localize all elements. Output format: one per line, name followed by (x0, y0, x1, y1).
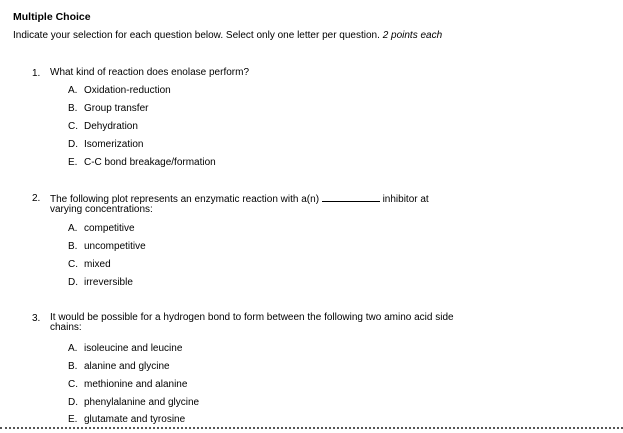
question-text (50, 193, 460, 215)
option-text: phenylalanine and glycine (84, 397, 200, 408)
option-letter: A. (68, 223, 78, 234)
option-b[interactable] (68, 241, 146, 252)
option-letter: D. (68, 277, 78, 288)
option-d[interactable] (68, 397, 199, 408)
option-d[interactable] (68, 277, 133, 288)
question-text: What kind of reaction does enolase perform? (50, 67, 249, 78)
option-text: competitive (84, 223, 135, 234)
question-number: 1. (32, 68, 41, 79)
option-b[interactable] (68, 103, 148, 114)
option-text: glutamate and tyrosine (84, 414, 186, 425)
instructions (13, 30, 442, 41)
option-b[interactable] (68, 361, 170, 372)
option-text: mixed (84, 259, 111, 270)
option-c[interactable] (68, 379, 187, 390)
option-letter: B. (68, 103, 78, 114)
points-note: 2 points each (382, 30, 443, 41)
option-a[interactable] (68, 85, 171, 96)
page-break-divider (0, 427, 623, 429)
option-text: Dehydration (84, 121, 138, 132)
instructions-text: Indicate your selection for each question below. Select only one letter per question. (13, 30, 380, 41)
option-letter: D. (68, 139, 78, 150)
option-letter: A. (68, 343, 78, 354)
option-a[interactable] (68, 223, 135, 234)
option-letter: E. (68, 157, 78, 168)
option-letter: B. (68, 361, 78, 372)
option-letter: A. (68, 85, 78, 96)
section-title: Multiple Choice (13, 11, 91, 23)
option-text: C-C bond breakage/formation (84, 157, 216, 168)
option-d[interactable] (68, 139, 143, 150)
option-a[interactable] (68, 343, 182, 354)
option-letter: E. (68, 414, 78, 425)
option-c[interactable] (68, 259, 111, 270)
option-text: isoleucine and leucine (84, 343, 183, 354)
option-c[interactable] (68, 121, 138, 132)
option-text: uncompetitive (84, 241, 146, 252)
option-text: irreversible (84, 277, 133, 288)
question-text: It would be possible for a hydrogen bond to form between the following two amino acid side chains: (50, 312, 454, 333)
option-text: Group transfer (84, 103, 149, 114)
option-text: methionine and alanine (84, 379, 188, 390)
option-text: alanine and glycine (84, 361, 170, 372)
question-number: 2. (32, 193, 41, 204)
question-number: 3. (32, 313, 41, 324)
option-text: Oxidation-reduction (84, 85, 171, 96)
option-e[interactable] (68, 414, 185, 425)
option-letter: D. (68, 397, 78, 408)
option-letter: C. (68, 121, 78, 132)
option-e[interactable] (68, 157, 216, 168)
question-text-end: inhibitor at varying concentrations: (50, 194, 429, 215)
answer-blank (322, 193, 380, 202)
option-letter: B. (68, 241, 78, 252)
option-letter: C. (68, 259, 78, 270)
question-text-start: The following plot represents an enzymatic reaction with a(n) (50, 194, 322, 205)
option-text: Isomerization (84, 139, 144, 150)
option-letter: C. (68, 379, 78, 390)
